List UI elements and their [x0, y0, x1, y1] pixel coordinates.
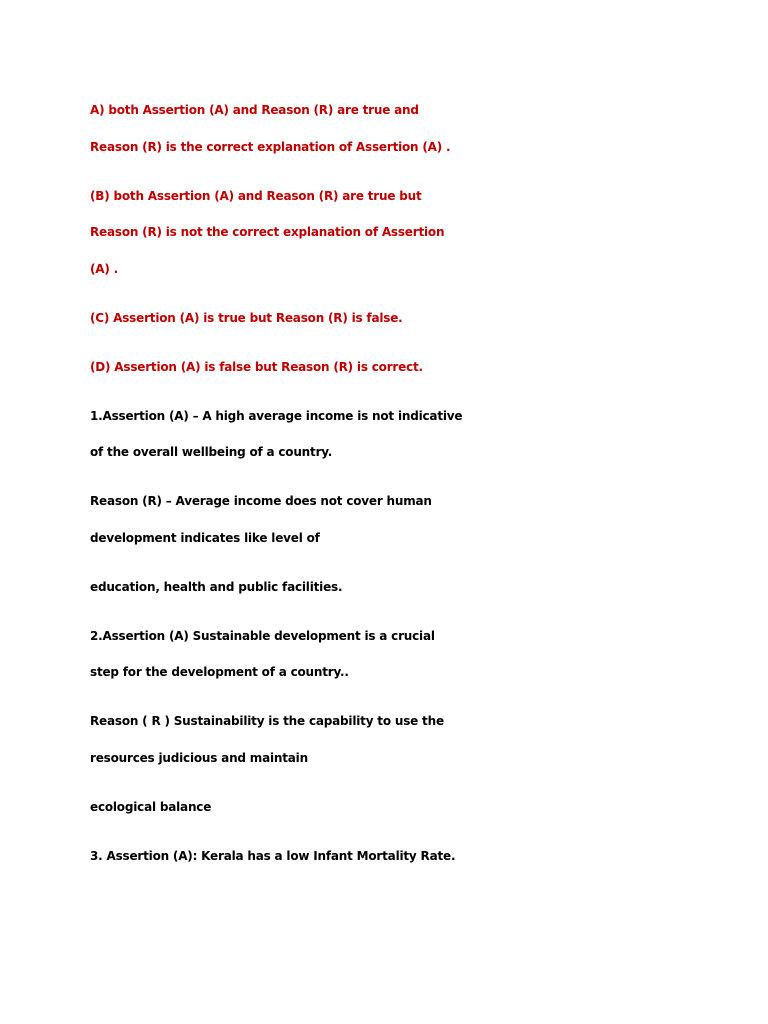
question-3-assertion [90, 838, 690, 875]
question-2-reason-continued [90, 789, 690, 826]
option-b [90, 178, 690, 288]
option-b-line-2: Reason (R) is not the correct explanation of Assertion [90, 225, 445, 239]
document-page [90, 92, 690, 887]
option-c [90, 300, 690, 337]
question-2-reason-continued-line-1: ecological balance [90, 799, 212, 814]
question-1-reason [90, 483, 690, 556]
question-1-reason-line-1: Reason (R) – Average income does not cover human [90, 494, 432, 508]
question-2-reason-line-2: resources judicious and maintain [90, 750, 308, 765]
question-1-assertion-line-2: of the overall wellbeing of a country. [90, 445, 333, 459]
question-2-reason [90, 703, 690, 776]
option-a [90, 92, 690, 165]
option-d-line-1: (D) Assertion (A) is false but Reason (R) is correct. [90, 359, 423, 374]
option-d [90, 349, 690, 386]
option-a-line-1: A) both Assertion (A) and Reason (R) are true and [90, 103, 419, 117]
question-1-reason-continued-line-1: education, health and public facilities. [90, 579, 343, 594]
option-c-line-1: (C) Assertion (A) is true but Reason (R) is false. [90, 310, 403, 325]
question-1-reason-line-2: development indicates like level of [90, 530, 320, 545]
question-2-assertion-line-1: 2.Assertion (A) Sustainable development is a crucial [90, 628, 435, 643]
question-2-reason-line-1: Reason ( R ) Sustainability is the capability to use the [90, 714, 444, 728]
question-1-assertion-line-1: 1.Assertion (A) – A high average income is not indicative [90, 408, 463, 423]
question-2-assertion-line-2: step for the development of a country.. [90, 665, 349, 679]
question-3-assertion-line-1: 3. Assertion (A): Kerala has a low Infant Mortality Rate. [90, 848, 456, 863]
question-1-reason-continued [90, 569, 690, 606]
question-2-assertion [90, 618, 690, 691]
question-1-assertion [90, 398, 690, 471]
option-a-line-2: Reason (R) is the correct explanation of Assertion (A) . [90, 139, 451, 154]
option-b-line-1: (B) both Assertion (A) and Reason (R) are true but [90, 188, 422, 203]
option-b-line-3: (A) . [90, 261, 118, 276]
